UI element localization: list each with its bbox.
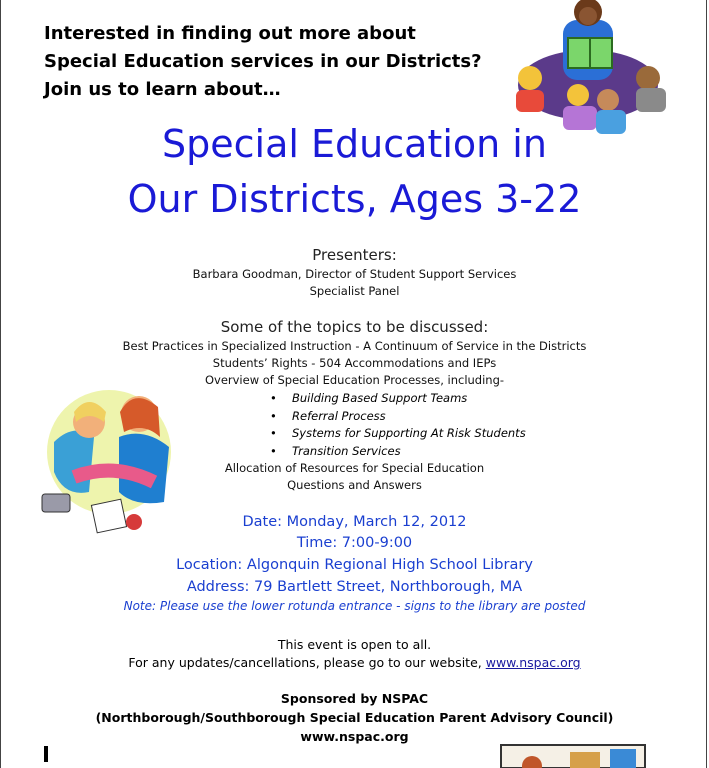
event-date: Date: Monday, March 12, 2012 <box>242 514 467 530</box>
intro-text <box>44 20 504 104</box>
sponsor-line-1: Sponsored by NSPAC <box>280 691 429 706</box>
topic-line-1: Best Practices in Specialized Instruction - A Continuum of Service in the Districts <box>122 339 587 353</box>
topic-line-3: Overview of Special Education Processes, including- <box>204 373 505 387</box>
sponsor-line-3: www.nspac.org <box>300 729 409 744</box>
topic-bullet-list <box>270 390 526 460</box>
open-line: This event is open to all. <box>277 637 432 652</box>
text-cursor <box>44 746 48 762</box>
website-link[interactable]: www.nspac.org <box>485 655 581 670</box>
intro-line-3: Join us to learn about… <box>44 79 281 100</box>
event-note: Note: Please use the lower rotunda entrance - signs to the library are posted <box>123 599 586 613</box>
presenters-heading: Presenters: <box>312 246 397 264</box>
topics-heading: Some of the topics to be discussed: <box>220 318 489 336</box>
topic-line-2: Students’ Rights - 504 Accommodations and IEPs <box>212 356 497 370</box>
classroom-illustration <box>500 744 646 768</box>
intro-line-1: Interested in finding out more about <box>44 23 416 44</box>
topic-after-2: Questions and Answers <box>287 478 422 492</box>
presenter-line-1: Barbara Goodman, Director of Student Support Services <box>192 267 517 281</box>
topic-after-1: Allocation of Resources for Special Education <box>224 461 485 475</box>
presenter-line-2: Specialist Panel <box>309 284 400 298</box>
intro-line-2: Special Education services in our Districts? <box>44 51 482 72</box>
event-time: Time: 7:00-9:00 <box>296 535 413 551</box>
bullet-item: • Building Based Support Teams <box>270 390 526 408</box>
event-location: Location: Algonquin Regional High School Library <box>176 557 533 573</box>
updates-line <box>0 655 709 670</box>
event-address: Address: 79 Bartlett Street, Northborough, MA <box>186 579 523 595</box>
bullet-item: • Referral Process <box>270 408 526 426</box>
title-line-2: Our Districts, Ages 3-22 <box>127 177 582 221</box>
updates-text: For any updates/cancellations, please go to our website, <box>128 655 486 670</box>
bullet-item: • Systems for Supporting At Risk Students <box>270 425 526 443</box>
sponsor-line-2: (Northborough/Southborough Special Education Parent Advisory Council) <box>95 710 614 725</box>
bullet-item: • Transition Services <box>270 443 526 461</box>
title-line-1: Special Education in <box>162 122 547 166</box>
